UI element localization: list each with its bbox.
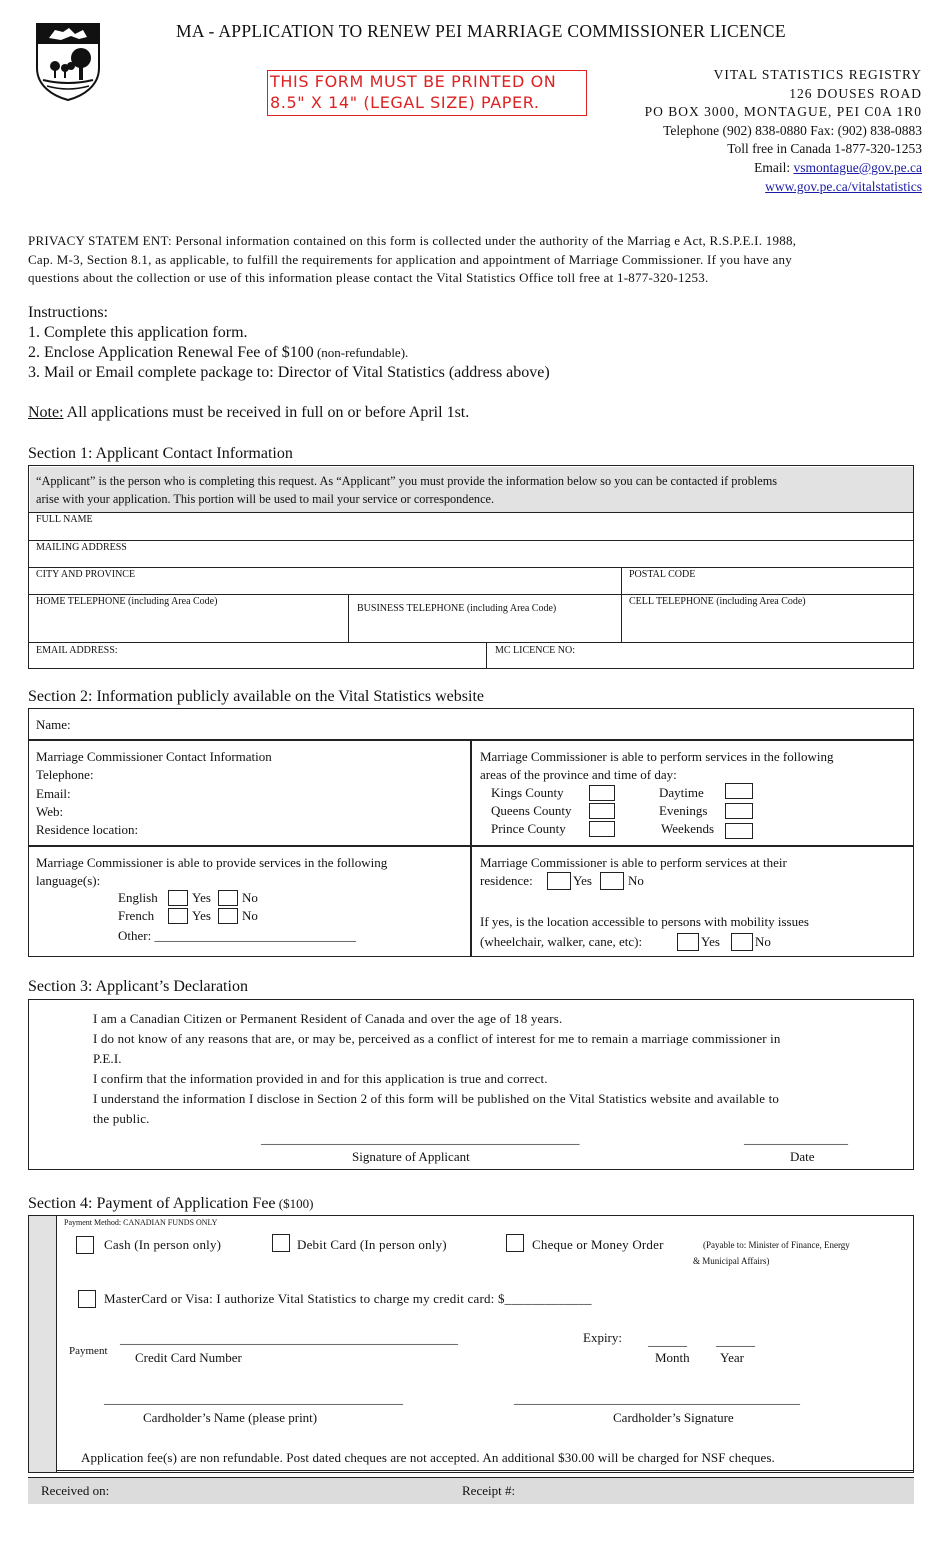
signature-line[interactable]: _________________________________________________ [261, 1131, 580, 1146]
note-label: Note: [28, 404, 64, 421]
mc-licence-field[interactable]: MC LICENCE NO: [495, 645, 575, 656]
residence-block: Marriage Commissioner is able to perform services at their [480, 855, 787, 870]
web-field[interactable]: Web: [36, 803, 64, 819]
accessible-no-label: No [755, 934, 771, 949]
english-label: English [118, 890, 158, 905]
full-name-field[interactable]: FULL NAME [36, 514, 93, 525]
payment-label: Payment [69, 1345, 108, 1357]
language-block: Marriage Commissioner is able to provide services in the following language(s): [36, 855, 388, 889]
email-field[interactable]: Email: [36, 785, 71, 801]
privacy-line: PRIVACY STATEM ENT: Personal information contained on this form is collected under the authority of the Marriag e Act, R.S.P.E.I. 1988, [28, 233, 797, 248]
kings-county-label: Kings County [491, 785, 564, 800]
residence-location-field[interactable]: Residence location: [36, 822, 139, 838]
daytime-label: Daytime [659, 785, 704, 800]
cash-checkbox[interactable] [76, 1236, 94, 1254]
divider [486, 642, 487, 669]
mastercard-visa-checkbox[interactable] [78, 1290, 96, 1308]
postal-code-field[interactable]: POSTAL CODE [629, 569, 696, 580]
expiry-year-line[interactable]: ______ [716, 1333, 755, 1348]
legal-size-notice [267, 70, 587, 116]
cardholder-signature-line[interactable]: ____________________________________________ [514, 1391, 800, 1406]
instructions-heading: Instructions: [28, 304, 108, 321]
residence-no-checkbox[interactable] [600, 872, 624, 890]
french-no-checkbox[interactable] [218, 908, 238, 924]
residence-label: residence: [480, 873, 533, 888]
french-label: French [118, 908, 155, 923]
areas-block: Marriage Commissioner is able to perform services in the following areas of the province and time of day: [480, 749, 834, 783]
cheque-checkbox[interactable] [506, 1234, 524, 1252]
section3-heading: Section 3: Applicant’s Declaration [28, 978, 248, 995]
payment-method-label: Payment Method: CANADIAN FUNDS ONLY [64, 1218, 218, 1227]
expiry-label: Expiry: [583, 1330, 622, 1345]
residence-yes-checkbox[interactable] [547, 872, 571, 890]
debit-checkbox[interactable] [272, 1234, 290, 1252]
instruction-item: 2. Enclose Application Renewal Fee of $100 (non-refundable). [28, 344, 409, 361]
registry-address [645, 66, 922, 196]
english-no-label: No [242, 890, 258, 905]
prince-county-label: Prince County [491, 821, 566, 836]
email-address-field[interactable]: EMAIL ADDRESS: [36, 645, 118, 656]
declaration-item: I am a Canadian Citizen or Permanent Resident of Canada and over the age of 18 years. [93, 1011, 563, 1026]
english-no-checkbox[interactable] [218, 890, 238, 906]
email-link[interactable]: vsmontague@gov.pe.ca [793, 159, 922, 175]
expiry-month-line[interactable]: ______ [648, 1333, 687, 1348]
english-yes-label: Yes [192, 890, 211, 905]
fee-disclaimer: Application fee(s) are non refundable. Post dated cheques are not accepted. An additional $30.00 will be charged for NSF cheques. [81, 1450, 775, 1465]
name-field[interactable]: Name: [36, 717, 71, 732]
home-telephone-field[interactable]: HOME TELEPHONE (including Area Code) [36, 596, 218, 607]
declaration-item: I do not know of any reasons that are, or may be, perceived as a conflict of interest for me to remain a marriage commissioner in [93, 1031, 781, 1046]
expiry-year-label: Year [720, 1350, 744, 1365]
section1-intro: “Applicant” is the person who is completing this request. As “Applicant” you must provide the information below so you can be contacted if problems arise with your application. This portion will be used to mail your service or correspondence. [36, 474, 778, 506]
divider [28, 540, 914, 541]
office-tollfree: Toll free in Canada 1-877-320-1253 [727, 141, 922, 157]
divider [28, 567, 914, 568]
accessible-no-checkbox[interactable] [731, 933, 753, 951]
expiry-month-label: Month [655, 1350, 690, 1365]
divider [28, 642, 914, 643]
office-pobox: PO BOX 3000, MONTAGUE, PEI C0A 1R0 [644, 104, 922, 120]
privacy-line: questions about the collection or use of this information please contact the Vital Statistics Office toll free at 1-877-320-1253. [28, 270, 709, 285]
residence-yes-label: Yes [573, 873, 592, 888]
cell-telephone-field[interactable]: CELL TELEPHONE (including Area Code) [629, 596, 806, 607]
privacy-statement [28, 232, 796, 288]
note [28, 404, 469, 422]
legal-notice-line1: THIS FORM MUST BE PRINTED ON [270, 72, 557, 91]
kings-county-checkbox[interactable] [589, 785, 615, 801]
access-line2: (wheelchair, walker, cane, etc): [480, 934, 643, 949]
section4-heading: Section 4: Payment of Application Fee ($100) [28, 1195, 314, 1212]
section1-heading: Section 1: Applicant Contact Information [28, 445, 293, 462]
cardholder-name-label: Cardholder’s Name (please print) [143, 1410, 318, 1425]
accessible-yes-label: Yes [701, 934, 720, 949]
english-yes-checkbox[interactable] [168, 890, 188, 906]
office-street: 126 DOUSES ROAD [789, 85, 922, 101]
cash-label: Cash (In person only) [104, 1237, 222, 1252]
cardholder-signature-label: Cardholder’s Signature [613, 1410, 734, 1425]
credit-card-number-line[interactable]: ____________________________________________________ [120, 1331, 458, 1346]
french-yes-label: Yes [192, 908, 211, 923]
city-province-field[interactable]: CITY AND PROVINCE [36, 569, 136, 580]
divider [28, 594, 914, 595]
instruction-item: 3. Mail or Email complete package to: Director of Vital Statistics (address above) [28, 364, 550, 381]
accessible-yes-checkbox[interactable] [677, 933, 699, 951]
section2-heading: Section 2: Information publicly available on the Vital Statistics website [28, 688, 484, 705]
telephone-field[interactable]: Telephone: [36, 767, 94, 783]
declaration-item: the public. [93, 1111, 150, 1126]
queens-county-checkbox[interactable] [589, 803, 615, 819]
credit-card-number-label: Credit Card Number [135, 1350, 242, 1365]
received-on-label: Received on: [41, 1483, 110, 1498]
prince-county-checkbox[interactable] [589, 821, 615, 837]
evenings-checkbox[interactable] [725, 803, 753, 819]
french-yes-checkbox[interactable] [168, 908, 188, 924]
office-phone-fax: Telephone (902) 838-0880 Fax: (902) 838-0883 [663, 122, 922, 138]
business-telephone-field[interactable]: BUSINESS TELEPHONE (including Area Code) [357, 603, 557, 614]
website-link[interactable]: www.gov.pe.ca/vitalstatistics [765, 178, 922, 194]
receipt-number-label: Receipt #: [462, 1483, 516, 1498]
privacy-line: Cap. M-3, Section 8.1, as applicable, to fulfill the requirements for application and appointment of Marriage Commissioner. If you have any [28, 251, 793, 267]
instruction-item: 1. Complete this application form. [28, 324, 248, 341]
cardholder-name-line[interactable]: ______________________________________________ [104, 1391, 403, 1406]
contact-info-block: Marriage Commissioner Contact Information Telephone: Email: Web: Residence location: [36, 748, 272, 839]
legal-notice-line2: 8.5" X 14" (LEGAL SIZE) PAPER. [270, 93, 540, 112]
signature-label: Signature of Applicant [352, 1149, 470, 1164]
mastercard-visa-label[interactable]: MasterCard or Visa: I authorize Vital Statistics to charge my credit card: $_____________ [104, 1291, 592, 1306]
weekends-label: Weekends [661, 821, 715, 836]
daytime-checkbox[interactable] [725, 783, 753, 799]
cheque-label: Cheque or Money Order [532, 1237, 664, 1252]
payable-line1: (Payable to: Minister of Finance, Energy [703, 1240, 850, 1250]
payable-line2: & Municipal Affairs) [693, 1256, 770, 1266]
declaration-item: I understand the information I disclose in Section 2 of this form will be published on the Vital Statistics website and available to [93, 1091, 779, 1106]
divider [621, 567, 622, 642]
weekends-checkbox[interactable] [725, 823, 753, 839]
declaration-item: I confirm that the information provided in and for this application is true and correct. [93, 1071, 548, 1086]
evenings-label: Evenings [659, 803, 708, 818]
access-line1: If yes, is the location accessible to persons with mobility issues [480, 914, 809, 929]
pei-coat-of-arms-logo [35, 22, 101, 102]
declarations [93, 1009, 781, 1129]
mailing-address-field[interactable]: MAILING ADDRESS [36, 542, 127, 553]
instructions [28, 303, 550, 383]
other-language-field[interactable]: Other: _______________________________ [118, 928, 356, 943]
queens-county-label: Queens County [491, 803, 572, 818]
divider [470, 739, 472, 957]
date-label: Date [790, 1149, 815, 1164]
note-text: All applications must be received in full on or before April 1st. [63, 404, 470, 421]
divider [348, 594, 349, 642]
residence-no-label: No [628, 873, 644, 888]
date-line[interactable]: ________________ [744, 1131, 848, 1146]
office-name: VITAL STATISTICS REGISTRY [713, 67, 922, 82]
form-title: MA - APPLICATION TO RENEW PEI MARRIAGE COMMISSIONER LICENCE [176, 21, 786, 41]
divider [28, 512, 914, 513]
declaration-item: P.E.I. [93, 1051, 122, 1066]
debit-label: Debit Card (In person only) [297, 1237, 447, 1252]
french-no-label: No [242, 908, 258, 923]
office-email-line [645, 159, 922, 178]
email-label: Email: [754, 159, 794, 175]
